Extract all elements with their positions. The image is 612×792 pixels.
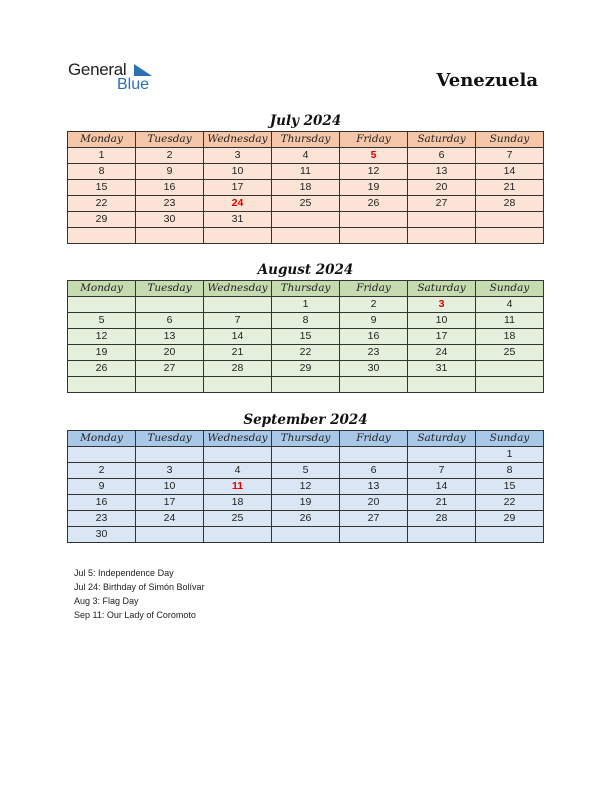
day-cell: 11 bbox=[476, 313, 544, 329]
weekday-header: Sunday bbox=[476, 132, 544, 148]
day-cell bbox=[68, 377, 136, 393]
day-cell: 15 bbox=[68, 180, 136, 196]
weekday-header: Thursday bbox=[272, 281, 340, 297]
day-cell bbox=[476, 361, 544, 377]
holiday-notes bbox=[74, 566, 205, 622]
month-august bbox=[67, 260, 544, 393]
weekday-header: Wednesday bbox=[204, 431, 272, 447]
day-cell: 6 bbox=[340, 463, 408, 479]
day-cell: 14 bbox=[476, 164, 544, 180]
day-cell bbox=[340, 377, 408, 393]
week-row bbox=[68, 212, 544, 228]
day-cell: 21 bbox=[408, 495, 476, 511]
week-row bbox=[68, 511, 544, 527]
day-cell: 29 bbox=[272, 361, 340, 377]
weekday-header: Saturday bbox=[408, 431, 476, 447]
weekday-header: Thursday bbox=[272, 132, 340, 148]
holiday-note: Aug 3: Flag Day bbox=[74, 596, 139, 606]
day-cell: 24 bbox=[408, 345, 476, 361]
day-cell: 30 bbox=[340, 361, 408, 377]
day-cell: 9 bbox=[340, 313, 408, 329]
holiday-note: Jul 5: Independence Day bbox=[74, 568, 174, 578]
day-cell: 15 bbox=[476, 479, 544, 495]
day-cell: 22 bbox=[476, 495, 544, 511]
day-cell: 5 bbox=[68, 313, 136, 329]
day-cell: 27 bbox=[136, 361, 204, 377]
day-cell: 4 bbox=[204, 463, 272, 479]
calendar-table bbox=[67, 131, 544, 244]
weekday-header: Monday bbox=[68, 431, 136, 447]
day-cell: 22 bbox=[272, 345, 340, 361]
weekday-header: Tuesday bbox=[136, 281, 204, 297]
weekday-header: Friday bbox=[340, 431, 408, 447]
weekday-header: Wednesday bbox=[204, 281, 272, 297]
day-cell bbox=[136, 447, 204, 463]
day-cell: 17 bbox=[204, 180, 272, 196]
calendar-table bbox=[67, 280, 544, 393]
weekday-header: Sunday bbox=[476, 431, 544, 447]
day-cell: 13 bbox=[340, 479, 408, 495]
weekday-header: Monday bbox=[68, 132, 136, 148]
month-september bbox=[67, 410, 544, 543]
day-cell: 26 bbox=[68, 361, 136, 377]
week-row bbox=[68, 148, 544, 164]
weekday-header: Saturday bbox=[408, 132, 476, 148]
week-row bbox=[68, 345, 544, 361]
day-cell: 3 bbox=[408, 297, 476, 313]
day-cell: 14 bbox=[204, 329, 272, 345]
day-cell: 18 bbox=[272, 180, 340, 196]
day-cell: 12 bbox=[340, 164, 408, 180]
day-cell: 3 bbox=[136, 463, 204, 479]
week-row bbox=[68, 180, 544, 196]
day-cell bbox=[476, 228, 544, 244]
day-cell bbox=[340, 212, 408, 228]
day-cell: 7 bbox=[204, 313, 272, 329]
day-cell: 1 bbox=[272, 297, 340, 313]
day-cell: 8 bbox=[476, 463, 544, 479]
day-cell: 24 bbox=[136, 511, 204, 527]
weekday-header-row bbox=[68, 281, 544, 297]
day-cell: 14 bbox=[408, 479, 476, 495]
day-cell bbox=[408, 228, 476, 244]
day-cell: 31 bbox=[204, 212, 272, 228]
day-cell bbox=[136, 297, 204, 313]
day-cell: 9 bbox=[136, 164, 204, 180]
day-cell: 19 bbox=[68, 345, 136, 361]
day-cell: 8 bbox=[272, 313, 340, 329]
day-cell: 21 bbox=[476, 180, 544, 196]
day-cell: 16 bbox=[68, 495, 136, 511]
day-cell: 12 bbox=[272, 479, 340, 495]
day-cell: 21 bbox=[204, 345, 272, 361]
day-cell: 11 bbox=[272, 164, 340, 180]
day-cell: 25 bbox=[204, 511, 272, 527]
day-cell: 7 bbox=[476, 148, 544, 164]
day-cell: 11 bbox=[204, 479, 272, 495]
logo-text-general: General bbox=[68, 60, 127, 79]
day-cell: 18 bbox=[476, 329, 544, 345]
day-cell: 8 bbox=[68, 164, 136, 180]
day-cell: 10 bbox=[204, 164, 272, 180]
day-cell: 29 bbox=[68, 212, 136, 228]
day-cell: 2 bbox=[68, 463, 136, 479]
day-cell: 25 bbox=[476, 345, 544, 361]
day-cell: 20 bbox=[408, 180, 476, 196]
day-cell bbox=[204, 297, 272, 313]
day-cell: 4 bbox=[476, 297, 544, 313]
week-row bbox=[68, 463, 544, 479]
weekday-header-row bbox=[68, 431, 544, 447]
day-cell: 20 bbox=[340, 495, 408, 511]
weekday-header: Friday bbox=[340, 281, 408, 297]
day-cell: 4 bbox=[272, 148, 340, 164]
day-cell: 20 bbox=[136, 345, 204, 361]
day-cell: 31 bbox=[408, 361, 476, 377]
day-cell bbox=[204, 228, 272, 244]
day-cell: 2 bbox=[340, 297, 408, 313]
weekday-header: Friday bbox=[340, 132, 408, 148]
day-cell bbox=[136, 377, 204, 393]
day-cell: 28 bbox=[476, 196, 544, 212]
week-row bbox=[68, 196, 544, 212]
day-cell bbox=[476, 527, 544, 543]
day-cell: 23 bbox=[136, 196, 204, 212]
day-cell bbox=[476, 377, 544, 393]
day-cell: 28 bbox=[204, 361, 272, 377]
day-cell bbox=[408, 212, 476, 228]
day-cell bbox=[340, 527, 408, 543]
weekday-header: Wednesday bbox=[204, 132, 272, 148]
day-cell bbox=[272, 527, 340, 543]
day-cell: 15 bbox=[272, 329, 340, 345]
day-cell bbox=[408, 527, 476, 543]
month-title: September 2024 bbox=[243, 412, 368, 428]
logo-text-blue: Blue bbox=[117, 76, 150, 93]
country-title: Venezuela bbox=[436, 70, 538, 91]
day-cell bbox=[408, 377, 476, 393]
day-cell bbox=[136, 527, 204, 543]
day-cell: 26 bbox=[272, 511, 340, 527]
weekday-header-row bbox=[68, 132, 544, 148]
day-cell: 23 bbox=[340, 345, 408, 361]
month-title: July 2024 bbox=[269, 113, 342, 129]
holiday-note: Sep 11: Our Lady of Coromoto bbox=[74, 610, 196, 620]
week-row bbox=[68, 479, 544, 495]
day-cell bbox=[68, 447, 136, 463]
week-row bbox=[68, 495, 544, 511]
day-cell: 23 bbox=[68, 511, 136, 527]
month-title: August 2024 bbox=[257, 262, 354, 278]
day-cell: 25 bbox=[272, 196, 340, 212]
week-row bbox=[68, 313, 544, 329]
week-row bbox=[68, 361, 544, 377]
day-cell: 6 bbox=[136, 313, 204, 329]
week-row bbox=[68, 164, 544, 180]
day-cell bbox=[340, 447, 408, 463]
week-row bbox=[68, 377, 544, 393]
logo bbox=[68, 60, 168, 96]
holiday-note: Jul 24: Birthday of Simón Bolívar bbox=[74, 582, 205, 592]
day-cell: 29 bbox=[476, 511, 544, 527]
day-cell bbox=[272, 377, 340, 393]
week-row bbox=[68, 228, 544, 244]
day-cell: 13 bbox=[408, 164, 476, 180]
week-row bbox=[68, 297, 544, 313]
day-cell: 30 bbox=[68, 527, 136, 543]
weekday-header: Tuesday bbox=[136, 431, 204, 447]
day-cell: 28 bbox=[408, 511, 476, 527]
day-cell bbox=[68, 228, 136, 244]
day-cell: 19 bbox=[272, 495, 340, 511]
day-cell: 27 bbox=[408, 196, 476, 212]
day-cell: 5 bbox=[272, 463, 340, 479]
day-cell: 12 bbox=[68, 329, 136, 345]
day-cell: 17 bbox=[136, 495, 204, 511]
day-cell: 10 bbox=[408, 313, 476, 329]
day-cell: 13 bbox=[136, 329, 204, 345]
week-row bbox=[68, 527, 544, 543]
day-cell: 5 bbox=[340, 148, 408, 164]
day-cell: 1 bbox=[68, 148, 136, 164]
weekday-header: Tuesday bbox=[136, 132, 204, 148]
day-cell: 6 bbox=[408, 148, 476, 164]
day-cell: 1 bbox=[476, 447, 544, 463]
calendar-table bbox=[67, 430, 544, 543]
weekday-header: Thursday bbox=[272, 431, 340, 447]
day-cell: 3 bbox=[204, 148, 272, 164]
day-cell: 16 bbox=[136, 180, 204, 196]
day-cell: 9 bbox=[68, 479, 136, 495]
day-cell: 2 bbox=[136, 148, 204, 164]
weekday-header: Monday bbox=[68, 281, 136, 297]
day-cell: 26 bbox=[340, 196, 408, 212]
weekday-header: Saturday bbox=[408, 281, 476, 297]
day-cell: 30 bbox=[136, 212, 204, 228]
weekday-header: Sunday bbox=[476, 281, 544, 297]
week-row bbox=[68, 447, 544, 463]
day-cell bbox=[272, 212, 340, 228]
day-cell: 16 bbox=[340, 329, 408, 345]
day-cell: 10 bbox=[136, 479, 204, 495]
day-cell: 27 bbox=[340, 511, 408, 527]
day-cell bbox=[204, 377, 272, 393]
day-cell bbox=[68, 297, 136, 313]
month-july bbox=[67, 111, 544, 244]
day-cell: 24 bbox=[204, 196, 272, 212]
day-cell bbox=[272, 228, 340, 244]
day-cell bbox=[340, 228, 408, 244]
day-cell bbox=[204, 527, 272, 543]
day-cell bbox=[476, 212, 544, 228]
day-cell: 18 bbox=[204, 495, 272, 511]
day-cell: 17 bbox=[408, 329, 476, 345]
day-cell bbox=[204, 447, 272, 463]
day-cell: 19 bbox=[340, 180, 408, 196]
week-row bbox=[68, 329, 544, 345]
day-cell bbox=[408, 447, 476, 463]
day-cell bbox=[136, 228, 204, 244]
day-cell: 7 bbox=[408, 463, 476, 479]
day-cell bbox=[272, 447, 340, 463]
day-cell: 22 bbox=[68, 196, 136, 212]
